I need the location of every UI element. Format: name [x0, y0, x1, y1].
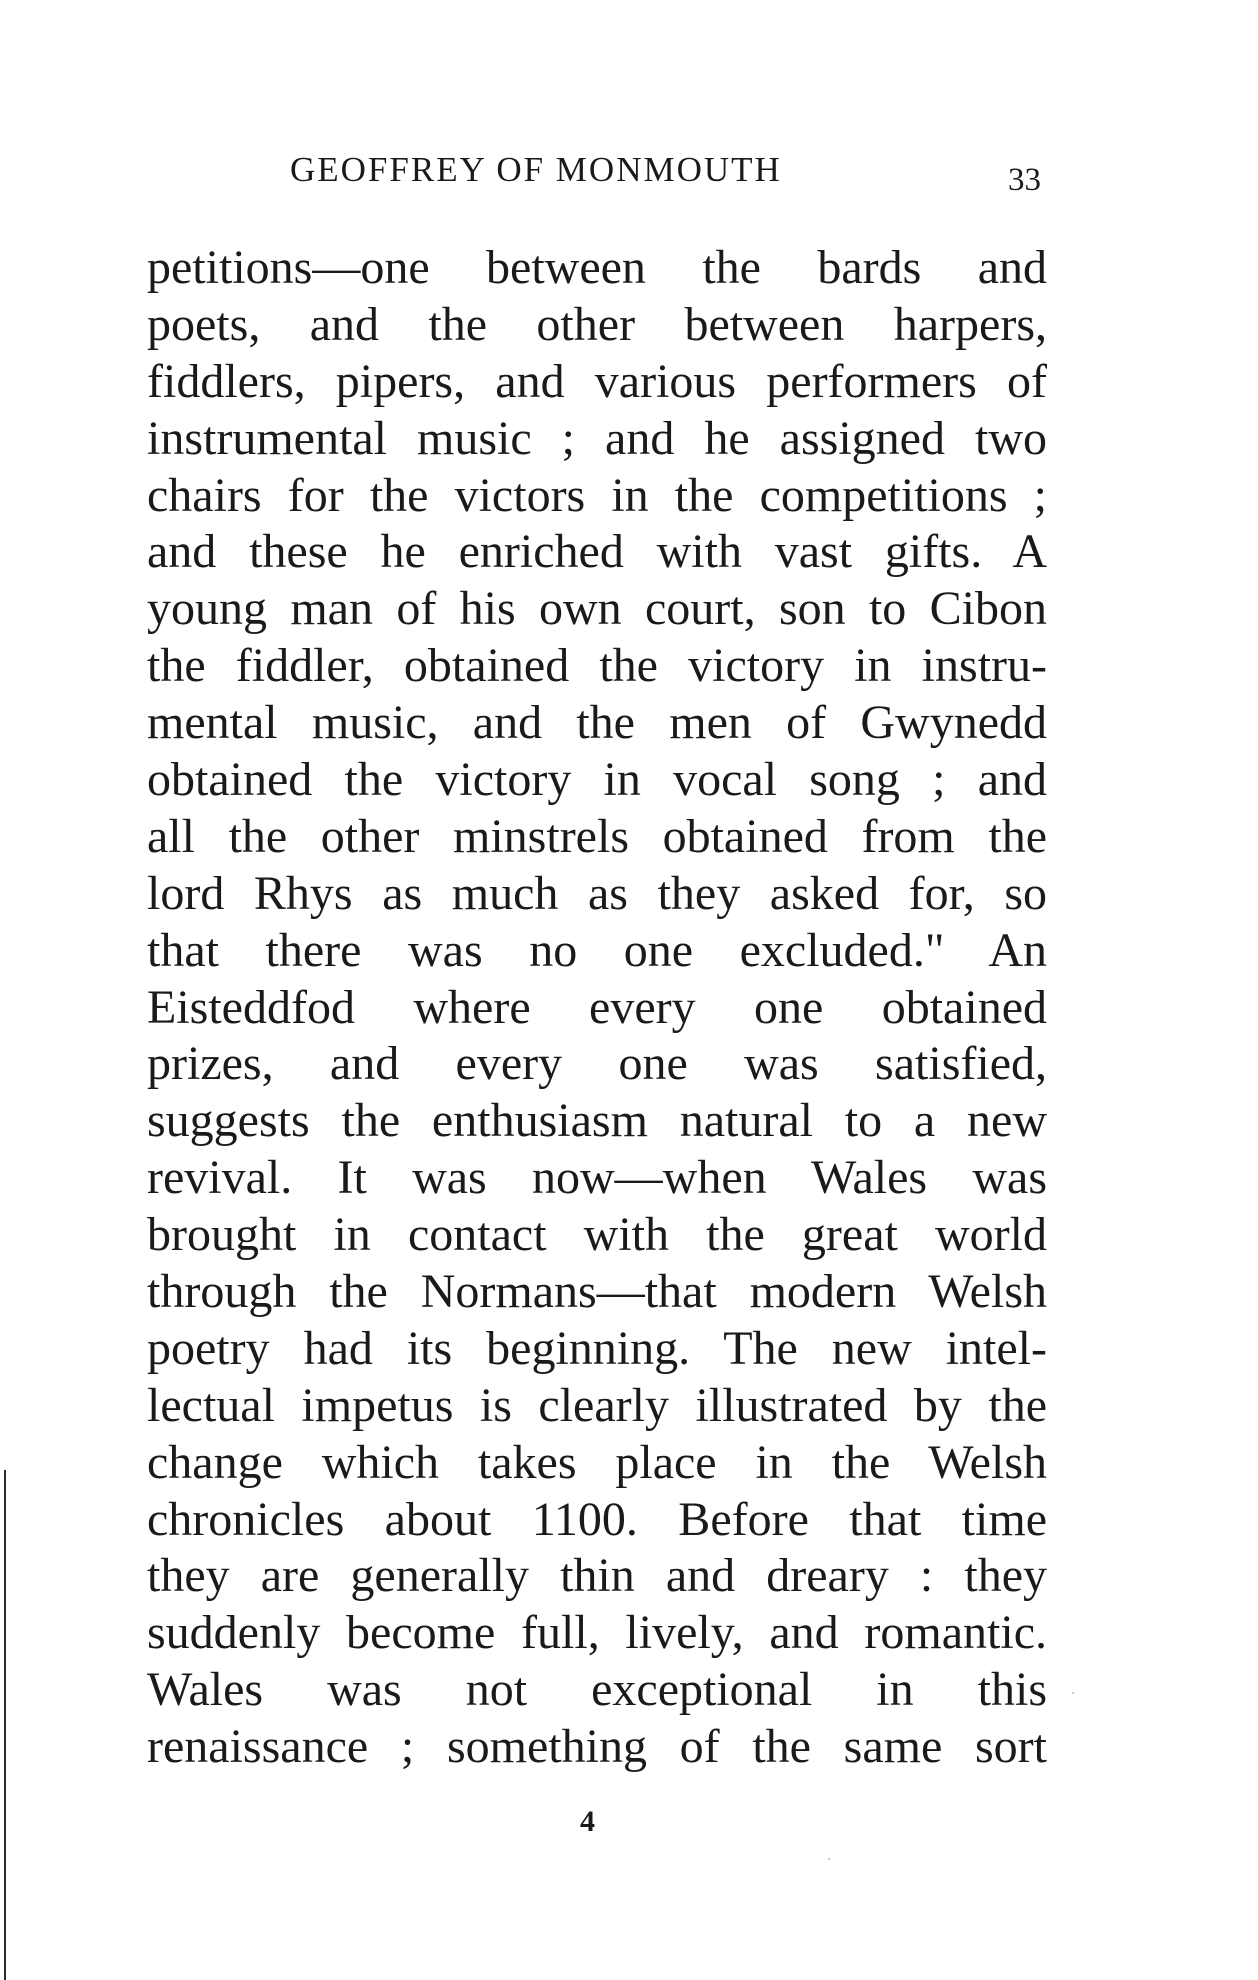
signature-mark: 4 — [580, 1805, 595, 1838]
text-line: change which takes place in the Welsh — [147, 1435, 1047, 1489]
running-title: GEOFFREY OF MONMOUTH — [290, 150, 782, 189]
body-text — [147, 240, 1047, 1776]
text-line: prizes, and every one was satisfied, — [147, 1037, 1047, 1091]
text-line: petitions—one between the bards and — [147, 241, 1047, 294]
text-line: that there was no one excluded." An — [147, 923, 1047, 977]
text-line: the fiddler, obtained the victory in instru- — [147, 639, 1047, 693]
text-line: young man of his own court, son to Cibon — [147, 582, 1047, 636]
text-line: suddenly become full, lively, and romantic. — [147, 1606, 1047, 1660]
text-line: Wales was not exceptional in this — [147, 1663, 1047, 1717]
text-line: chronicles about 1100. Before that time — [147, 1492, 1047, 1546]
text-line: brought in contact with the great world — [147, 1208, 1047, 1262]
text-line: revival. It was now—when Wales was — [147, 1151, 1047, 1205]
text-line: instrumental music ; and he assigned two — [147, 411, 1047, 465]
text-line: lord Rhys as much as they asked for, so — [147, 866, 1047, 920]
text-line: and these he enriched with vast gifts. A — [147, 525, 1047, 579]
scan-edge-line — [4, 1470, 6, 1980]
text-line: Eisteddfod where every one obtained — [147, 980, 1047, 1034]
text-line: through the Normans—that modern Welsh — [147, 1265, 1047, 1319]
page-number: 33 — [1008, 162, 1041, 198]
text-line: poetry had its beginning. The new intel- — [147, 1321, 1047, 1375]
text-line: fiddlers, pipers, and various performers of — [147, 354, 1047, 408]
text-line: lectual impetus is clearly illustrated by the — [147, 1378, 1047, 1432]
text-line: obtained the victory in vocal song ; and — [147, 753, 1047, 807]
text-line: suggests the enthusiasm natural to a new — [147, 1094, 1047, 1148]
text-line: chairs for the victors in the competitions ; — [147, 468, 1047, 522]
text-line: renaissance ; something of the same sort — [147, 1720, 1047, 1774]
text-line: mental music, and the men of Gwynedd — [147, 696, 1047, 750]
scan-speck — [1072, 1692, 1074, 1694]
text-line: they are generally thin and dreary : they — [147, 1549, 1047, 1603]
text-line: poets, and the other between harpers, — [147, 297, 1047, 351]
text-line: all the other minstrels obtained from the — [147, 809, 1047, 863]
scan-speck — [828, 1858, 830, 1860]
